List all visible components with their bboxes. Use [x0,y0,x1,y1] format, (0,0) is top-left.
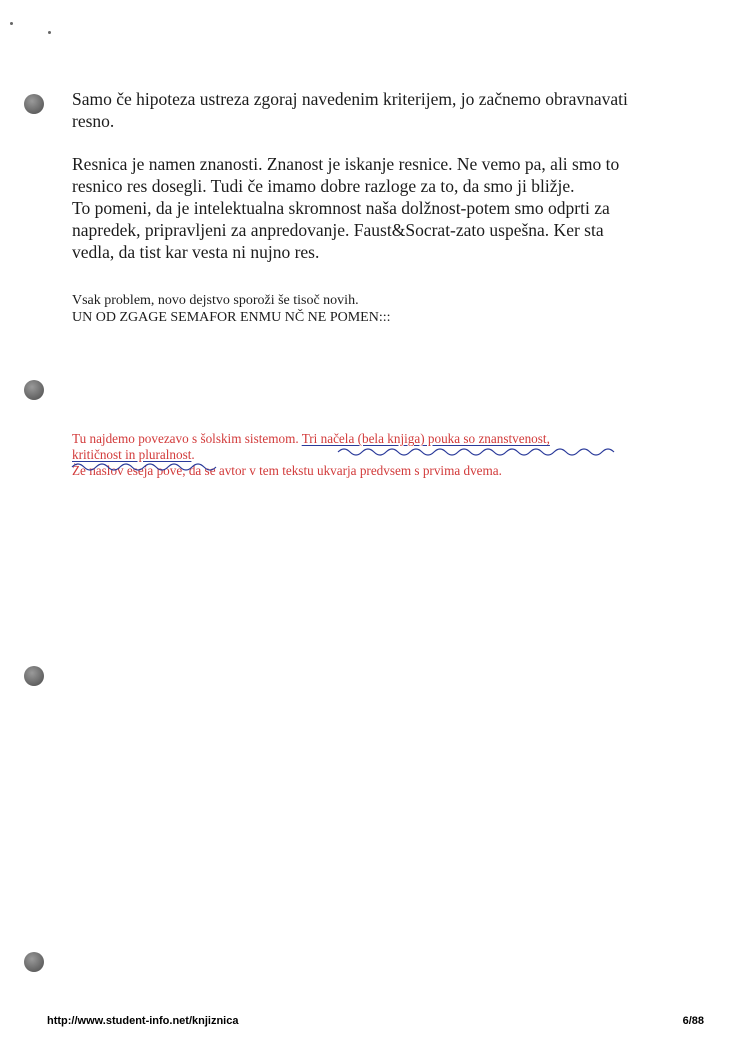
annotation-text: Tu najdemo povezavo s šolskim sistemom. [72,431,302,446]
text-line: UN OD ZGAGE SEMAFOR ENMU NČ NE POMEN::: [72,310,391,325]
text-line: vedla, da tist kar vesta ni nujno res. [72,242,320,262]
text-line: resnico res dosegli. Tudi če imamo dobre razloge za to, da smo ji bližje. [72,176,575,196]
annotation-line [72,431,550,447]
footer-page-number: 6/88 [682,1015,704,1027]
paragraph-truth [72,153,662,263]
annotation-text: . [191,447,195,462]
text-line: To pomeni, da je intelektualna skromnost naša dolžnost-potem smo odprti za [72,198,610,218]
annotation-line [72,447,550,463]
text-line: resno. [72,111,115,131]
scan-speck [48,31,51,34]
text-line: Samo če hipoteza ustreza zgoraj navedenim kriterijem, jo začnemo obravnavati [72,89,628,109]
punch-hole [24,666,44,686]
paragraph-hypothesis [72,88,662,132]
scan-speck [10,22,13,25]
punch-hole [24,952,44,972]
red-annotation [72,431,550,479]
paragraph-problem [72,292,391,326]
text-line: napredek, pripravljeni za anpredovanje. Faust&Socrat-zato uspešna. Ker sta [72,220,604,240]
annotation-line: Že naslov eseja pove, da se avtor v tem tekstu ukvarja predvsem s prvima dvema. [72,463,502,478]
footer-source-url: http://www.student-info.net/knjiznica [47,1015,239,1027]
punch-hole [24,380,44,400]
text-line: Vsak problem, novo dejstvo sporoži še tisoč novih. [72,293,359,308]
annotation-underlined-text: kritičnost in pluralnost [72,447,192,462]
text-line: Resnica je namen znanosti. Znanost je iskanje resnice. Ne vemo pa, ali smo to [72,154,620,174]
punch-hole [24,94,44,114]
annotation-underlined-text: Tri načela (bela knjiga) pouka so znanstvenost, [301,431,550,446]
